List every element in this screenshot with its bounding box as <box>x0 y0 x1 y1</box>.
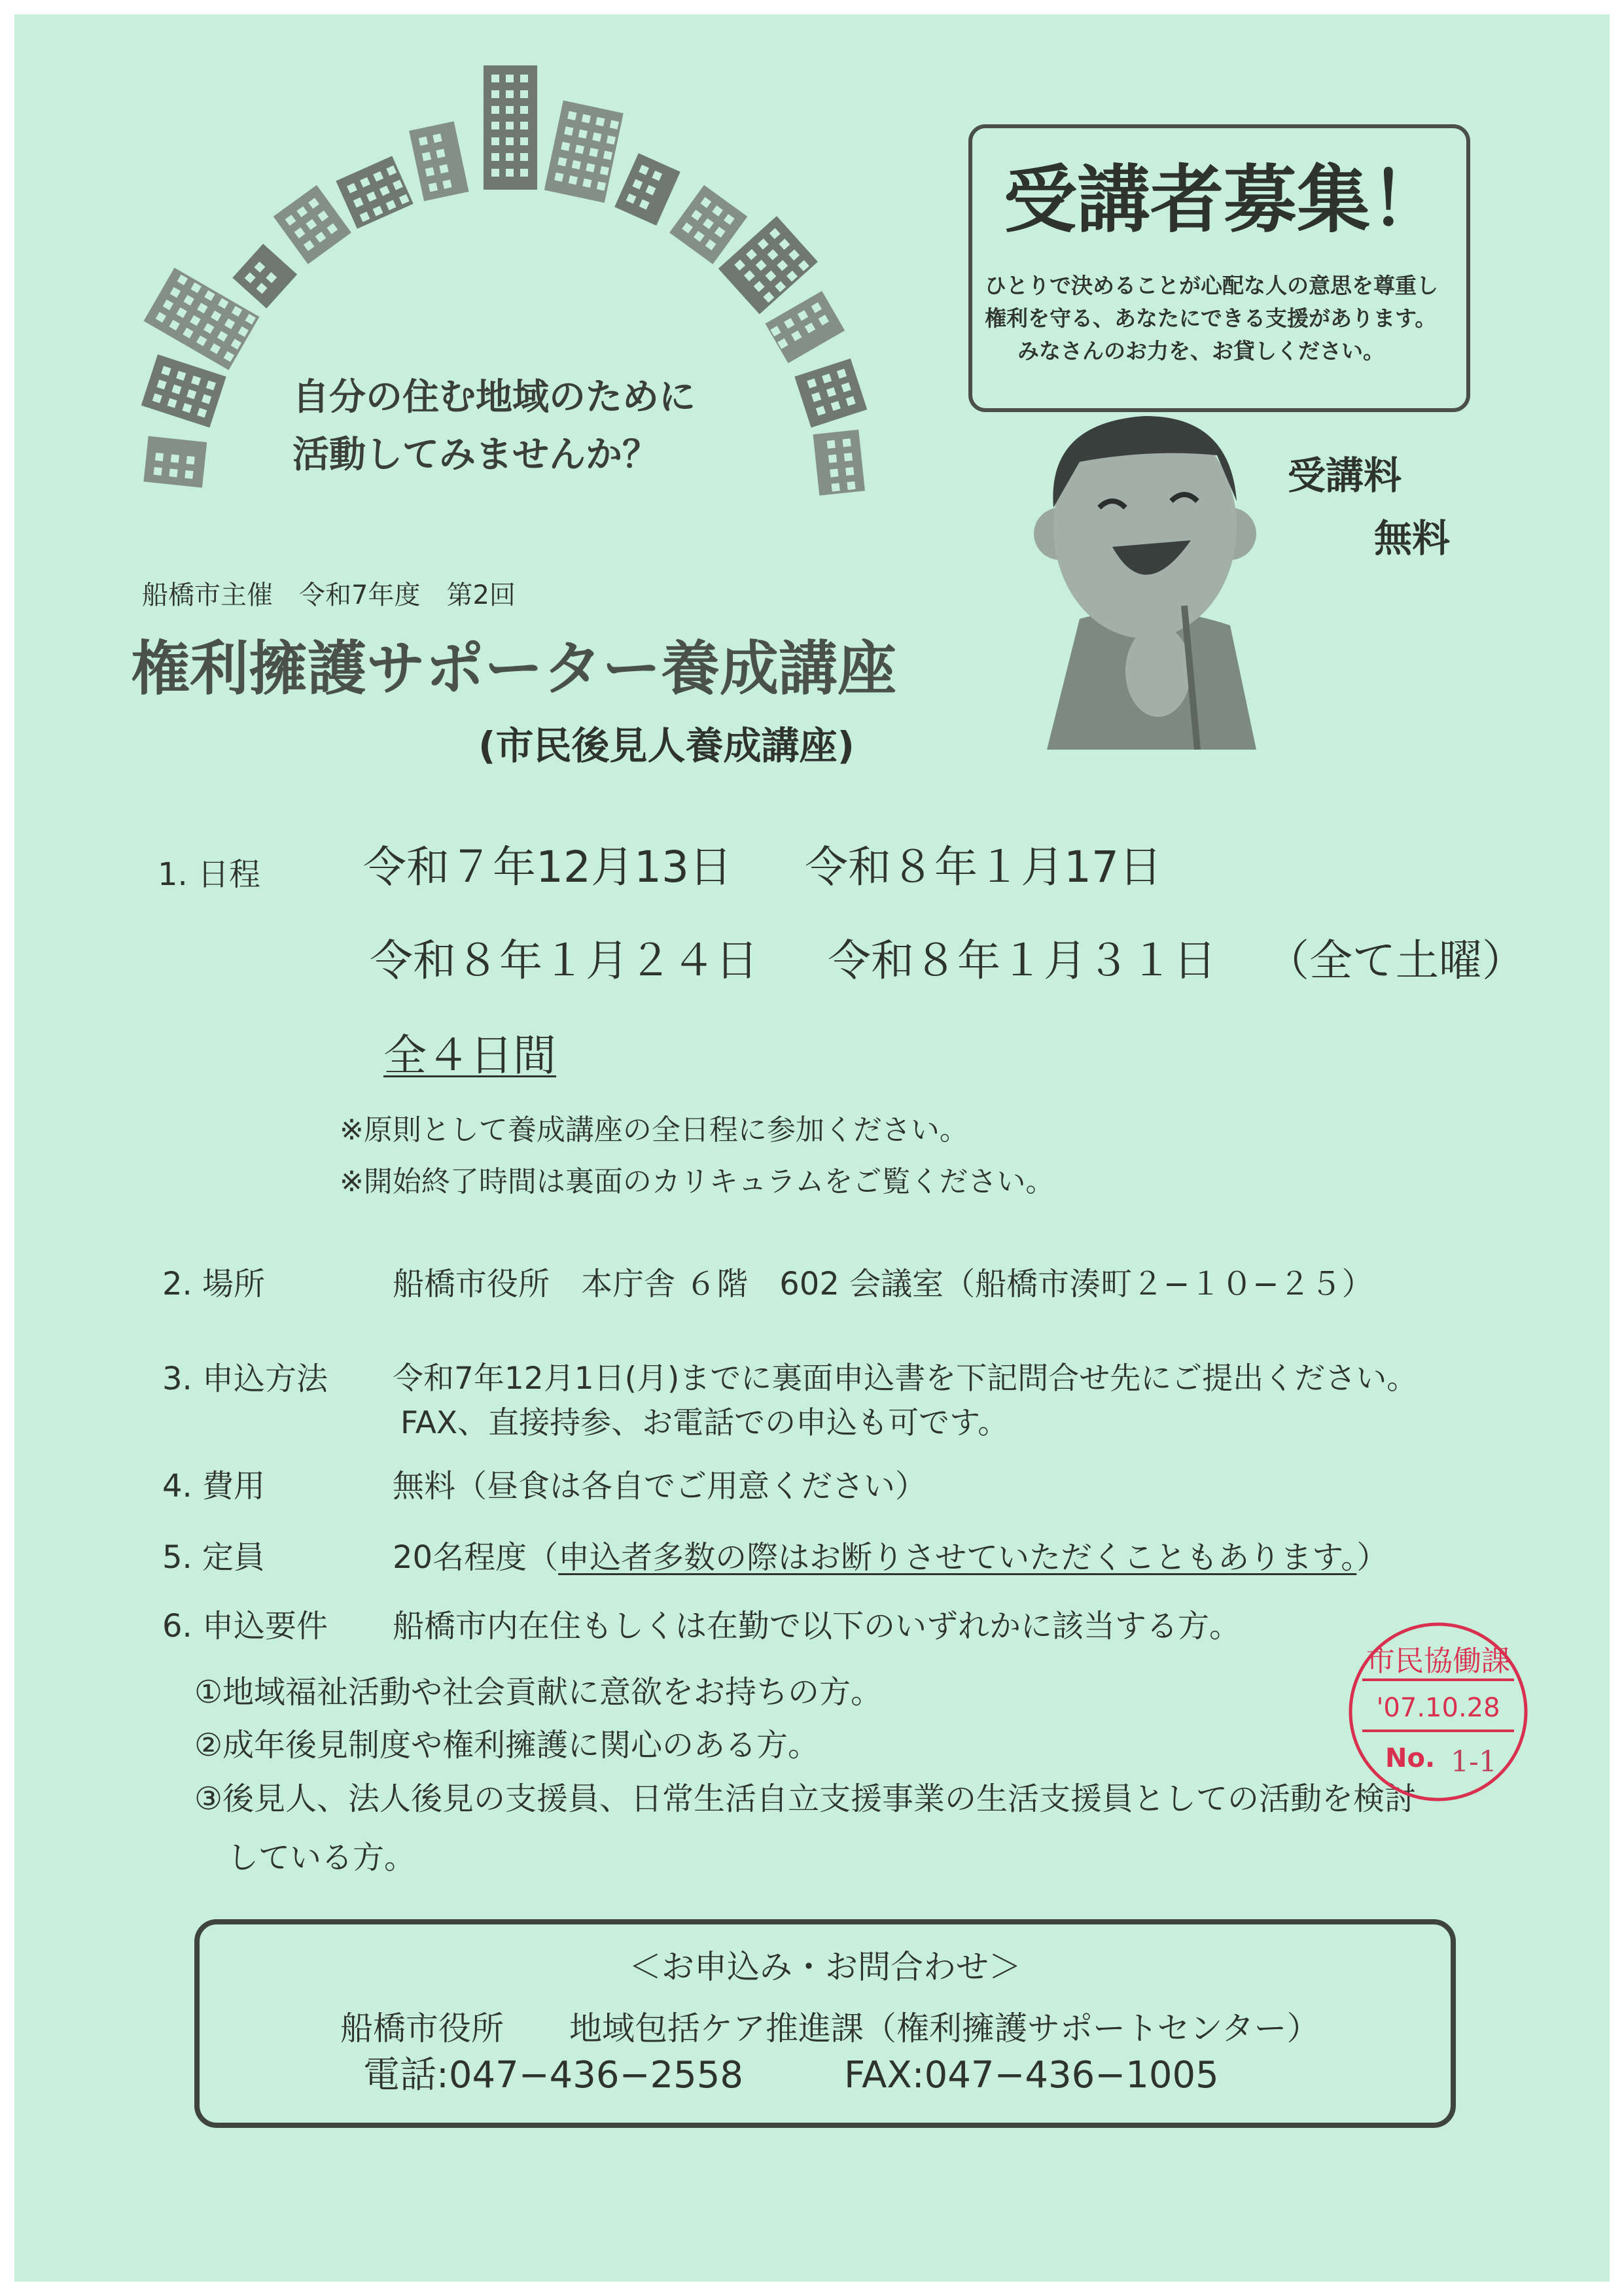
course-title: 権利擁護サポーター養成講座 <box>131 635 896 703</box>
contact-org: 船橋市役所 地域包括ケア推進課（権利擁護サポートセンター） <box>340 2009 1320 2047</box>
requirement-item: ③後見人、法人後見の支援員、日常生活自立支援事業の生活支援員としての活動を検討 <box>194 1781 1417 1817</box>
stamp-no-value: 1-1 <box>1451 1745 1497 1779</box>
schedule-weekday-note: （全て土曜） <box>1266 935 1525 986</box>
course-subtitle: (市民後見人養成講座) <box>478 723 855 768</box>
building-icon <box>232 244 297 309</box>
schedule-date: 令和８年１月２４日 <box>370 935 758 986</box>
apply-label: 3. 申込方法 <box>162 1361 328 1397</box>
requirements-value: 船橋市内在住もしくは在勤で以下のいずれかに該当する方。 <box>393 1608 1241 1644</box>
building-icon <box>141 355 226 428</box>
smiling-man-illustration <box>1021 409 1282 750</box>
capacity-close: ） <box>1356 1539 1388 1576</box>
place-value: 船橋市役所 本庁舎 ６階 602 会議室（船橋市湊町２−１０−２５） <box>393 1266 1373 1302</box>
schedule-note: ※原則として養成講座の全日程に参加ください。 <box>340 1113 968 1147</box>
building-icon <box>794 358 867 428</box>
reception-stamp <box>1346 1620 1530 1804</box>
requirements-label: 6. 申込要件 <box>162 1608 328 1644</box>
contact-fax: FAX:047−436−1005 <box>844 2054 1219 2096</box>
apply-value: 令和7年12月1日(月)までに裏面申込書を下記問合せ先にご提出ください。 <box>393 1361 1418 1397</box>
contact-phone: 電話:047−436−2558 <box>363 2054 743 2096</box>
capacity-value <box>393 1539 1388 1576</box>
recruit-line-2: 権利を守る、あなたにできる支援があります。 <box>985 305 1437 331</box>
requirement-item: ②成年後見制度や権利擁護に関心のある方。 <box>194 1727 820 1764</box>
schedule-total-days: 全４日間 <box>383 1030 556 1081</box>
building-icon <box>614 153 680 226</box>
building-icon <box>336 156 413 228</box>
capacity-number: 20名程度（ <box>393 1539 559 1576</box>
stamp-no-label: No. <box>1385 1743 1436 1773</box>
schedule-date: 令和７年12月13日 <box>363 842 732 892</box>
recruit-headline: 受講者募集！ <box>1004 158 1443 243</box>
fee-value: 無料 <box>1374 516 1451 561</box>
stamp-date: '07.10.28 <box>1376 1693 1500 1723</box>
fee-label: 受講料 <box>1288 453 1402 498</box>
schedule-note: ※開始終了時間は裏面のカリキュラムをご覧ください。 <box>340 1165 1055 1198</box>
tagline-line-1: 自分の住む地域のために <box>292 376 696 419</box>
cost-label: 4. 費用 <box>162 1468 266 1505</box>
contact-heading: ＜お申込み・お問合わせ＞ <box>629 1948 1021 1986</box>
schedule-date: 令和８年１月３１日 <box>828 935 1216 986</box>
stamp-dept: 市民協働課 <box>1366 1644 1510 1678</box>
building-icon <box>484 65 537 190</box>
cost-value: 無料（昼食は各自でご用意ください） <box>393 1468 927 1505</box>
capacity-note: 申込者多数の際はお断りさせていただくこともあります。 <box>558 1539 1357 1576</box>
building-icon <box>813 430 865 496</box>
recruit-line-3: みなさんのお力を、お貸しください。 <box>1017 338 1385 364</box>
requirement-item-cont: している方。 <box>227 1839 416 1876</box>
organizer-line: 船橋市主催 令和7年度 第2回 <box>142 580 516 610</box>
requirement-item: ①地域福祉活動や社会貢献に意欲をお持ちの方。 <box>194 1674 883 1711</box>
schedule-date: 令和８年１月17日 <box>805 842 1162 892</box>
building-icon <box>274 185 351 264</box>
schedule-label: 1. 日程 <box>158 856 261 893</box>
building-icon <box>766 291 845 364</box>
building-icon <box>544 101 624 203</box>
building-icon <box>143 436 207 488</box>
tagline-line-2: 活動してみませんか？ <box>292 434 659 476</box>
building-icon <box>409 121 468 201</box>
apply-value-2: FAX、直接持参、お電話での申込も可です。 <box>400 1405 1009 1441</box>
building-icon <box>669 185 747 264</box>
capacity-label: 5. 定員 <box>162 1539 266 1576</box>
recruit-line-1: ひとりで決めることが心配な人の意思を尊重し <box>985 273 1438 298</box>
place-label: 2. 場所 <box>162 1266 266 1302</box>
